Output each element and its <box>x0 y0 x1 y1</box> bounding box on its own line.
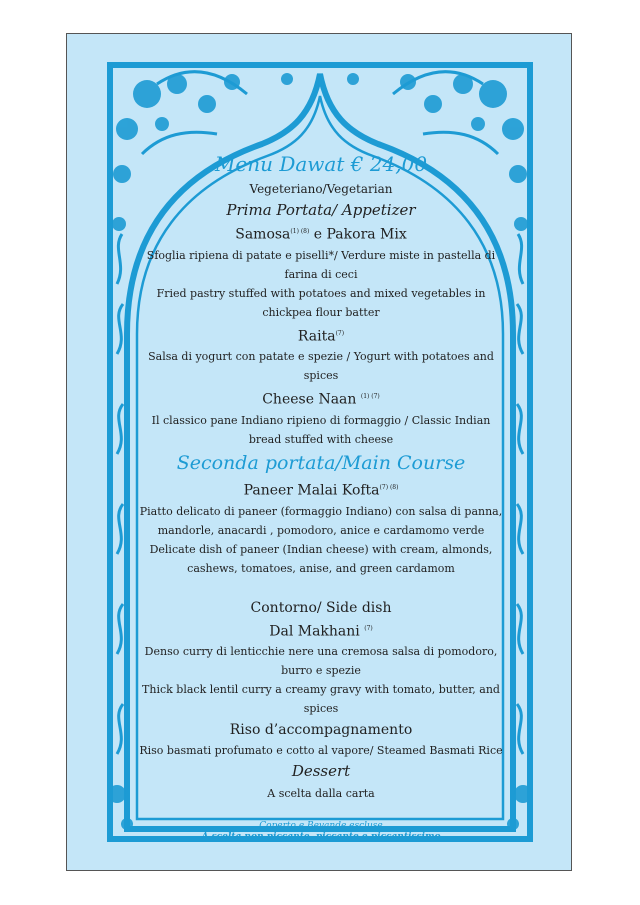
dessert-heading: Dessert <box>291 762 351 781</box>
dish-kofta-desc-it: Piatto delicato di paneer (formaggio Indiano) con salsa di panna, mandorle, anacardi , pomodoro, anice e cardamomo verde <box>139 504 503 537</box>
dish-dal-desc-it: Denso curry di lenticchie nere una cremosa salsa di pomodoro, burro e spezie <box>144 645 498 678</box>
dish-dal-desc-en: Thick black lentil curry a creamy gravy with tomato, butter, and spices <box>142 683 500 716</box>
dish-kofta-desc-en: Delicate dish of paneer (Indian cheese) with cream, almonds, cashews, tomatoes, anise, and green cardamom <box>149 542 493 575</box>
dessert-desc: A scelta dalla carta <box>267 787 375 801</box>
dish-samosa-desc-en: Fried pastry stuffed with potatoes and mixed vegetables in chickpea flour batter <box>156 286 486 319</box>
dish-raita-desc: Salsa di yogurt con patate e spezie / Yogurt with potatoes and spices <box>148 350 494 383</box>
spacer <box>139 803 503 821</box>
dish-rice-desc: Riso basmati profumato e cotto al vapore/ Steamed Basmati Rice <box>139 744 503 758</box>
dish-kofta-allergens: (7) (8) <box>379 483 399 491</box>
dish-dal-name: Dal Makhani <box>269 623 365 640</box>
dish-raita <box>139 325 503 346</box>
dish-samosa <box>139 223 503 244</box>
menu-subtitle: Vegeteriano/Vegetarian <box>249 182 393 196</box>
dish-naan <box>139 388 503 409</box>
dish-naan-allergens: (1) (7) <box>360 393 380 401</box>
spacer <box>139 578 503 596</box>
footer-cover-note: Coperto e Bevande escluse <box>259 821 383 832</box>
dish-samosa-name: Samosa <box>235 226 291 243</box>
footer-spice-note: A scelta non piccante, piccante e piccantissimo <box>201 832 441 843</box>
dish-kofta <box>139 479 503 500</box>
dish-dal-allergens: (7) <box>364 624 373 632</box>
side-dish-heading: Contorno/ Side dish <box>250 599 392 616</box>
dish-dal <box>139 620 503 641</box>
dish-naan-desc: Il classico pane Indiano ripieno di formaggio / Classic Indian bread stuffed with cheese <box>151 413 491 446</box>
dish-raita-name: Raita <box>297 328 336 345</box>
dish-pakora-name: e Pakora Mix <box>309 226 407 243</box>
appetizer-heading: Prima Portata/ Appetizer <box>226 201 416 219</box>
menu-content <box>139 152 503 843</box>
dish-samosa-allergens: (1) (8) <box>290 228 310 235</box>
menu-sheet <box>66 33 572 871</box>
dish-raita-allergens: (7) <box>335 329 345 337</box>
main-course-heading: Seconda portata/Main Course <box>176 451 466 474</box>
dish-kofta-name: Paneer Malai Kofta <box>243 482 380 499</box>
dish-samosa-desc-it: Sfoglia ripiena di patate e piselli*/ Verdure miste in pastella di farina di ceci <box>146 248 496 281</box>
dish-rice: Riso d’accompagnamento <box>229 722 413 739</box>
menu-title: Menu Dawat € 24,00 <box>214 152 428 176</box>
dish-naan-name: Cheese Naan <box>262 391 361 408</box>
